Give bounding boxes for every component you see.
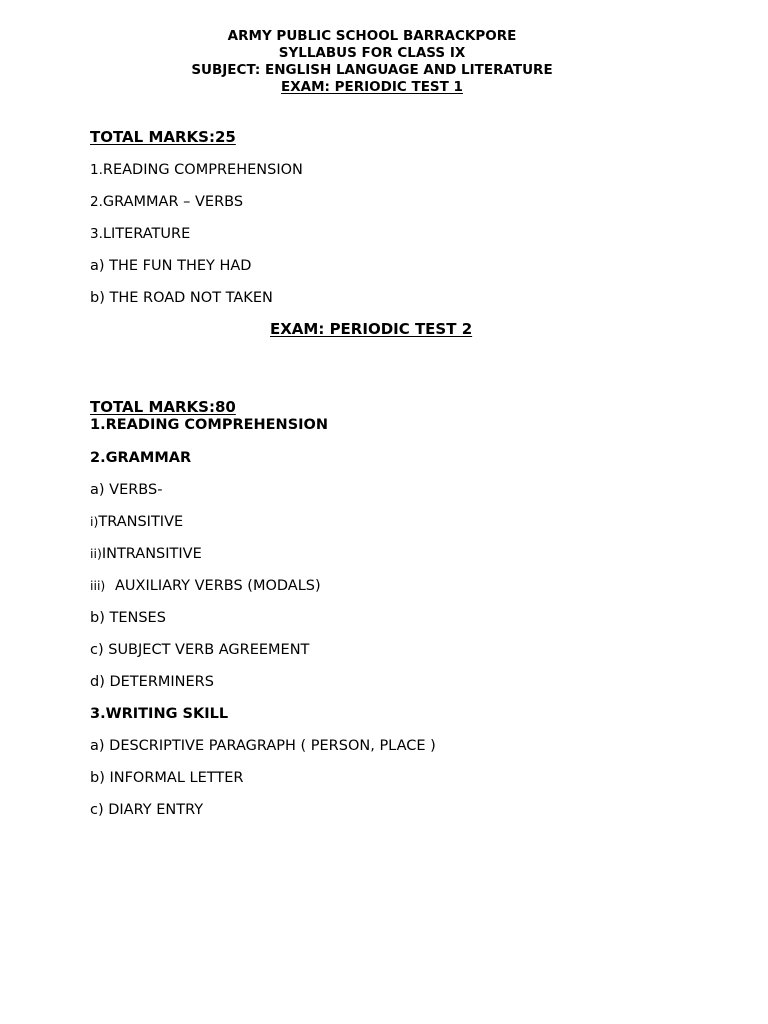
pt1-item-text: LITERATURE xyxy=(102,226,191,242)
exam-pt2-title: EXAM: PERIODIC TEST 2 xyxy=(270,320,473,338)
pt1-literature-item: b) THE ROAD NOT TAKEN xyxy=(90,290,273,306)
pt1-item-number: 3. xyxy=(90,226,103,242)
pt2-section-text: GRAMMAR xyxy=(105,450,192,466)
grammar-item: c) SUBJECT VERB AGREEMENT xyxy=(90,642,310,658)
grammar-item: a) VERBS- xyxy=(90,482,163,498)
pt2-section-heading xyxy=(90,416,328,434)
pt1-item xyxy=(90,225,190,243)
grammar-subitem-text: TRANSITIVE xyxy=(98,514,184,530)
exam-pt1-title: EXAM: PERIODIC TEST 1 xyxy=(281,79,463,95)
grammar-item: d) DETERMINERS xyxy=(90,674,214,690)
pt1-item xyxy=(90,161,303,179)
pt1-literature-item: a) THE FUN THEY HAD xyxy=(90,258,252,274)
pt2-section-heading xyxy=(90,449,191,467)
writing-item: c) DIARY ENTRY xyxy=(90,802,204,818)
pt2-section-text: READING COMPREHENSION xyxy=(105,417,328,433)
grammar-item: b) TENSES xyxy=(90,610,166,626)
subject-title: SUBJECT: ENGLISH LANGUAGE AND LITERATURE xyxy=(191,62,553,78)
grammar-subitem-text: INTRANSITIVE xyxy=(101,546,202,562)
pt1-total-marks: TOTAL MARKS:25 xyxy=(90,128,236,146)
pt1-item-number: 2. xyxy=(90,194,103,210)
syllabus-title: SYLLABUS FOR CLASS IX xyxy=(278,45,466,61)
pt2-section-heading xyxy=(90,705,228,723)
grammar-subitem-marker: iii) xyxy=(90,578,106,593)
pt1-item-number: 1. xyxy=(90,162,103,178)
writing-item: b) INFORMAL LETTER xyxy=(90,770,244,786)
grammar-subitem-text: AUXILIARY VERBS (MODALS) xyxy=(115,578,321,594)
pt1-item-text: READING COMPREHENSION xyxy=(102,162,303,178)
grammar-subitem xyxy=(90,513,183,531)
school-name: ARMY PUBLIC SCHOOL BARRACKPORE xyxy=(227,28,517,44)
grammar-subitem-marker: i) xyxy=(90,514,99,529)
grammar-subitem xyxy=(90,577,321,595)
pt2-total-marks: TOTAL MARKS:80 xyxy=(90,398,236,416)
writing-item: a) DESCRIPTIVE PARAGRAPH ( PERSON, PLACE ) xyxy=(90,738,436,754)
pt2-section-number: 3. xyxy=(90,706,106,722)
pt2-section-number: 1. xyxy=(90,417,106,433)
pt1-item-text: GRAMMAR – VERBS xyxy=(102,194,244,210)
grammar-subitem-marker: ii) xyxy=(90,546,102,561)
pt2-section-number: 2. xyxy=(90,450,106,466)
pt1-item xyxy=(90,193,243,211)
grammar-subitem xyxy=(90,545,202,563)
pt2-section-text: WRITING SKILL xyxy=(105,706,229,722)
